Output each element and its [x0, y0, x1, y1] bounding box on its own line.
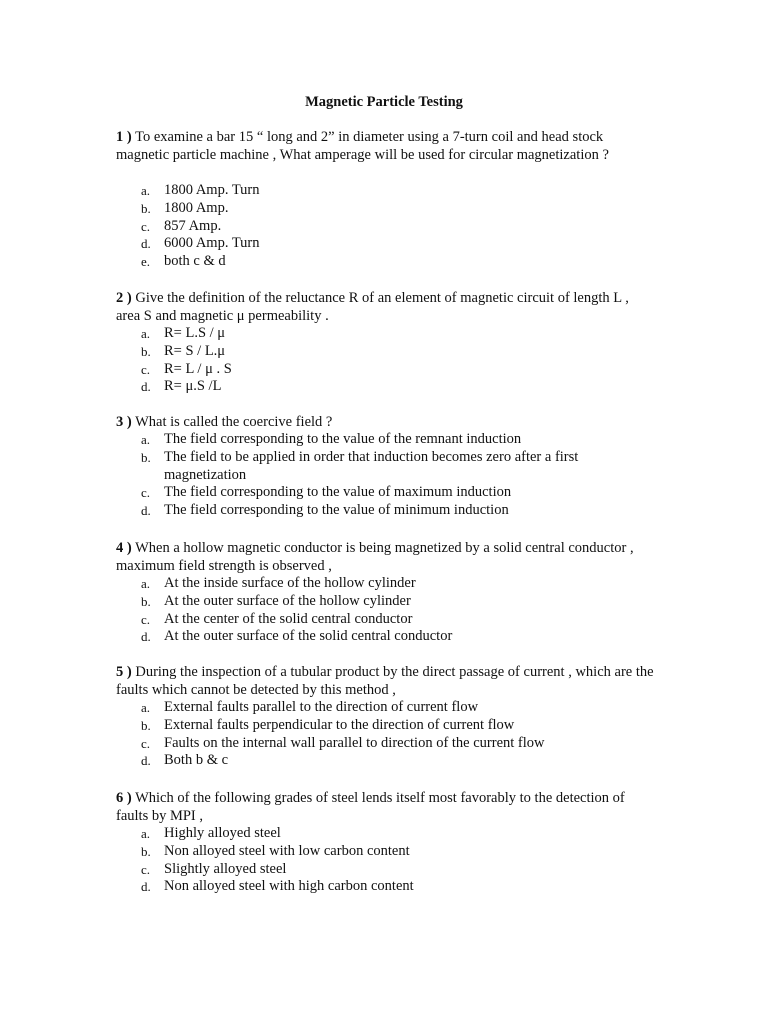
question-1-number: 1 ): [116, 129, 132, 145]
option-text: The field corresponding to the value of maximum induction: [164, 484, 512, 501]
option-text: At the inside surface of the hollow cylinder: [164, 575, 416, 591]
option-letter: b.: [141, 449, 151, 465]
question-6: [116, 789, 656, 896]
question-4-options: [116, 575, 656, 646]
option-2d: [116, 378, 656, 396]
option-letter: b.: [141, 593, 151, 609]
option-letter: d.: [141, 879, 151, 895]
option-text: At the outer surface of the solid central conductor: [164, 628, 453, 645]
option-letter: c.: [141, 485, 151, 501]
question-2-number: 2 ): [116, 290, 132, 306]
option-text: The field corresponding to the value of the remnant induction: [164, 431, 522, 447]
option-3b: [116, 449, 656, 485]
question-3-options: [116, 431, 656, 520]
option-5a: [116, 699, 656, 717]
option-letter: a.: [141, 432, 151, 447]
question-2-text: [116, 289, 656, 325]
option-text: The field to be applied in order that induction becomes zero after a first magnetization: [164, 448, 579, 483]
option-1d: [116, 235, 656, 253]
option-2b: [116, 343, 656, 361]
option-text: The field corresponding to the value of minimum induction: [164, 502, 509, 519]
option-5d: [116, 752, 656, 770]
option-4c: [116, 611, 656, 629]
option-1c: [116, 218, 656, 236]
question-1-options: [116, 182, 656, 271]
option-letter: d.: [141, 503, 151, 519]
question-2-options: [116, 325, 656, 396]
question-3: [116, 413, 656, 520]
document-title: Magnetic Particle Testing: [305, 94, 463, 110]
option-text: Faults on the internal wall parallel to direction of the current flow: [164, 734, 545, 751]
option-3a: [116, 431, 656, 449]
option-text: both c & d: [164, 253, 226, 270]
option-letter: c.: [141, 861, 151, 877]
option-text: External faults perpendicular to the direction of current flow: [164, 716, 515, 733]
option-text: Non alloyed steel with high carbon content: [164, 878, 414, 895]
option-text: Highly alloyed steel: [164, 825, 281, 841]
question-6-text: [116, 789, 656, 825]
question-4: [116, 539, 656, 646]
option-text: Non alloyed steel with low carbon content: [164, 842, 410, 859]
question-6-options: [116, 825, 656, 896]
option-text: Both b & c: [164, 752, 229, 769]
option-4d: [116, 628, 656, 646]
option-letter: a.: [141, 326, 151, 341]
question-4-prompt: When a hollow magnetic conductor is being magnetized by a solid central conductor , maximum field strength is observed ,: [116, 540, 634, 574]
question-3-prompt: What is called the coercive field ?: [135, 414, 333, 430]
question-5-number: 5 ): [116, 664, 132, 680]
option-text: 857 Amp.: [164, 217, 222, 234]
question-5-text: [116, 663, 656, 699]
option-letter: a.: [141, 183, 151, 198]
option-text: Slightly alloyed steel: [164, 860, 287, 877]
option-6c: [116, 861, 656, 879]
option-5c: [116, 735, 656, 753]
option-letter: a.: [141, 826, 151, 841]
option-letter: a.: [141, 700, 151, 715]
question-5-prompt: During the inspection of a tubular product by the direct passage of current , which are the faults which cannot be detected by this method ,: [116, 664, 654, 698]
question-1-text: [116, 128, 656, 164]
option-letter: b.: [141, 717, 151, 733]
question-2-prompt: Give the definition of the reluctance R of an element of magnetic circuit of length L , area S and magnetic μ permeability .: [116, 290, 629, 324]
option-letter: c.: [141, 218, 151, 234]
question-5-options: [116, 699, 656, 770]
option-6b: [116, 843, 656, 861]
option-letter: d.: [141, 629, 151, 645]
option-6a: [116, 825, 656, 843]
option-letter: d.: [141, 379, 151, 395]
option-2a: [116, 325, 656, 343]
question-5: [116, 663, 656, 770]
option-text: At the outer surface of the hollow cylinder: [164, 592, 411, 609]
question-2: [116, 289, 656, 396]
option-text: 1800 Amp. Turn: [164, 182, 260, 198]
option-5b: [116, 717, 656, 735]
option-2c: [116, 361, 656, 379]
option-letter: b.: [141, 200, 151, 216]
option-6d: [116, 878, 656, 896]
option-letter: e.: [141, 254, 151, 270]
option-1a: [116, 182, 656, 200]
option-letter: b.: [141, 343, 151, 359]
option-letter: d.: [141, 753, 151, 769]
option-text: External faults parallel to the direction of current flow: [164, 699, 479, 715]
option-4b: [116, 593, 656, 611]
option-text: R= S / L.μ: [164, 342, 226, 359]
option-text: R= μ.S /L: [164, 378, 222, 395]
question-3-text: [116, 413, 656, 431]
option-letter: c.: [141, 361, 151, 377]
option-1b: [116, 200, 656, 218]
option-4a: [116, 575, 656, 593]
question-1: [116, 128, 656, 271]
option-3d: [116, 502, 656, 520]
question-6-number: 6 ): [116, 790, 132, 806]
option-letter: d.: [141, 236, 151, 252]
question-4-text: [116, 539, 656, 575]
option-letter: a.: [141, 576, 151, 591]
option-text: R= L / μ . S: [164, 360, 232, 377]
question-1-prompt: To examine a bar 15 “ long and 2” in diameter using a 7-turn coil and head stock magnetic particle machine , What amperage will be used for circular magnetization ?: [116, 129, 609, 163]
option-letter: b.: [141, 843, 151, 859]
option-text: At the center of the solid central conductor: [164, 610, 413, 627]
option-1e: [116, 253, 656, 271]
option-text: 1800 Amp.: [164, 199, 229, 216]
option-text: R= L.S / μ: [164, 325, 226, 341]
question-3-number: 3 ): [116, 414, 132, 430]
option-text: 6000 Amp. Turn: [164, 235, 260, 252]
question-4-number: 4 ): [116, 540, 132, 556]
option-letter: c.: [141, 735, 151, 751]
option-letter: c.: [141, 611, 151, 627]
option-3c: [116, 484, 656, 502]
question-6-prompt: Which of the following grades of steel lends itself most favorably to the detection of faults by MPI ,: [116, 790, 625, 824]
